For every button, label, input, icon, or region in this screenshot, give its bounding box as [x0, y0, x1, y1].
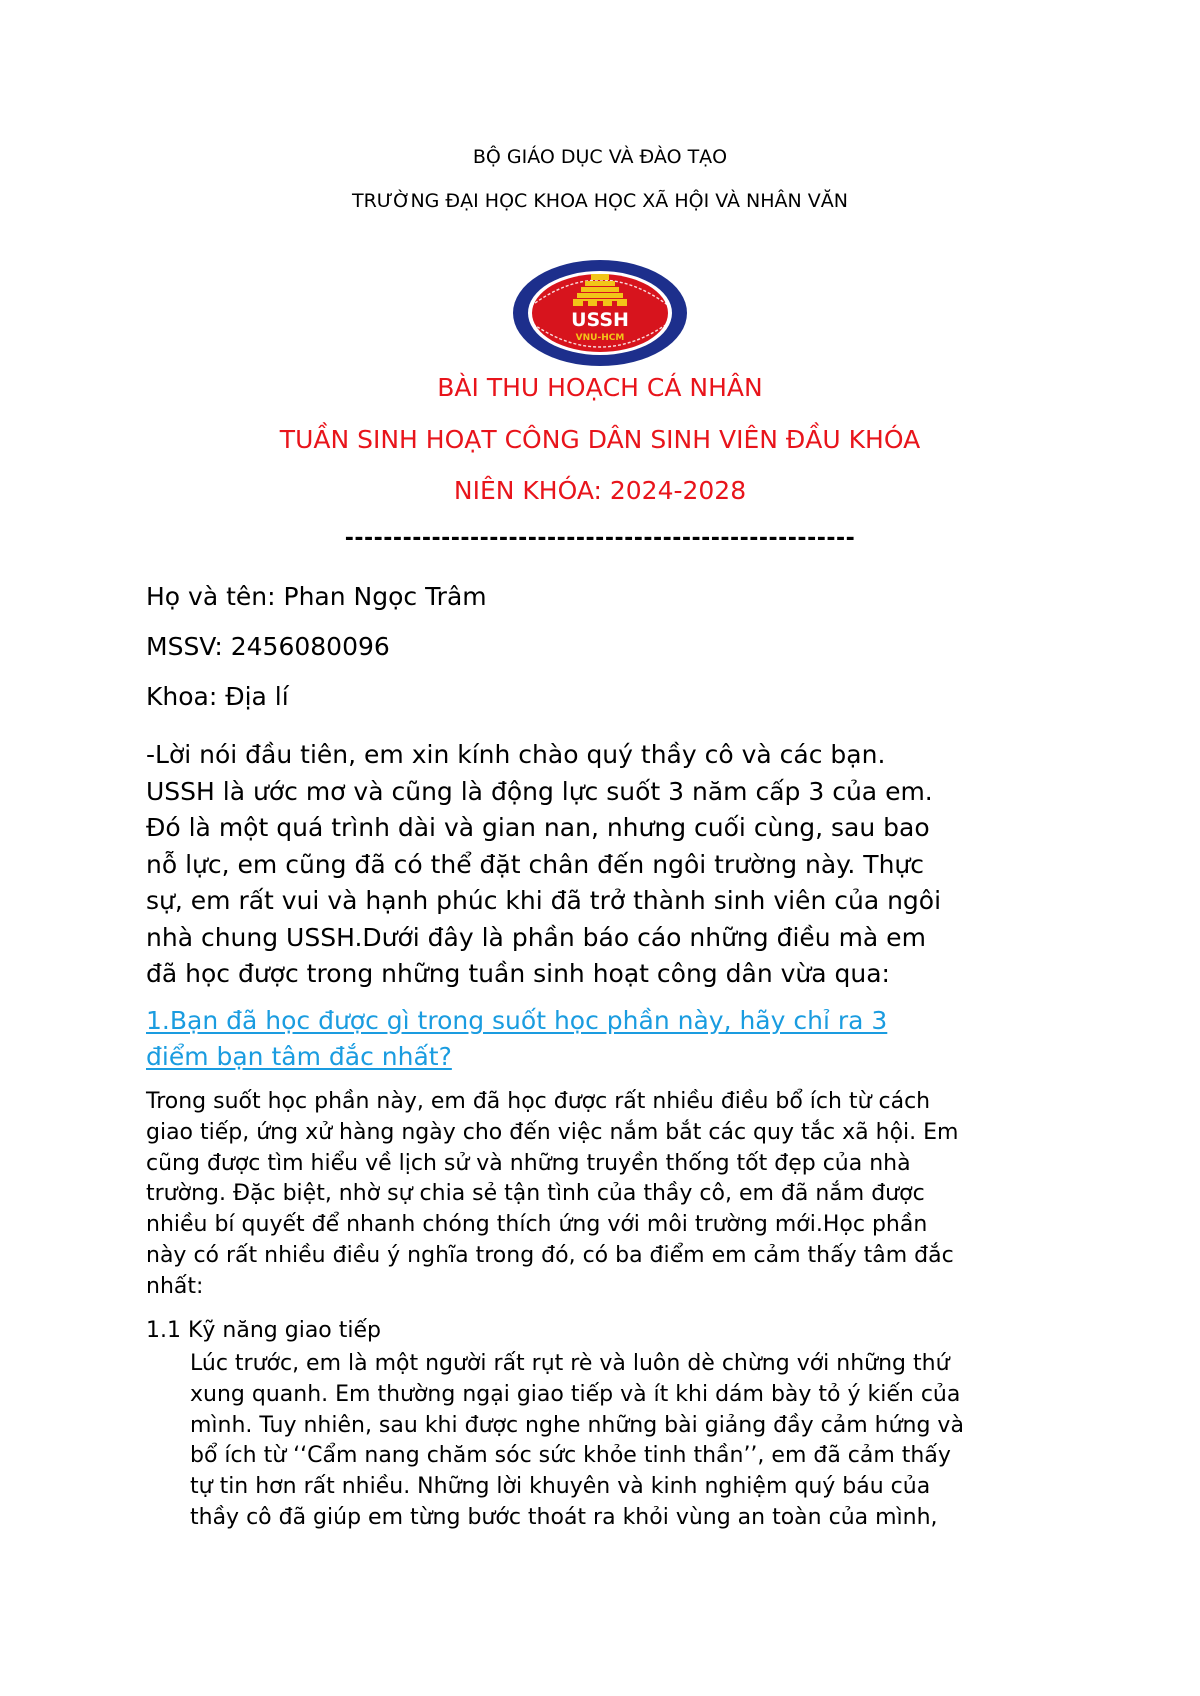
logo-text-main: USSH	[571, 309, 629, 331]
student-name: Họ và tên: Phan Ngọc Trâm	[146, 582, 487, 611]
answer-line: Trong suốt học phần này, em đã học được rất nhiều điều bổ ích từ cách	[146, 1089, 931, 1114]
answer-line: nhất:	[146, 1273, 204, 1299]
report-subtitle: TUẦN SINH HOẠT CÔNG DÂN SINH VIÊN ĐẦU KHÓA	[279, 425, 921, 454]
answer-paragraph	[146, 1087, 1066, 1303]
question-line: điểm bạn tâm đắc nhất?	[146, 1042, 452, 1071]
intro-paragraph	[146, 737, 1066, 993]
ministry-name: BỘ GIÁO DỤC VÀ ĐÀO TẠO	[472, 146, 728, 168]
divider-line: -----------------------------------------------------	[344, 526, 856, 551]
intro-line: Đó là một quá trình dài và gian nan, nhưng cuối cùng, sau bao	[146, 813, 930, 842]
subsection-line: bổ ích từ ‘‘Cẩm nang chăm sóc sức khỏe tinh thần’’, em đã cảm thấy	[190, 1443, 951, 1469]
subsection-title: 1.1 Kỹ năng giao tiếp	[146, 1318, 381, 1343]
logo-text-sub: VNU-HCM	[575, 333, 625, 343]
academic-year: NIÊN KHÓA: 2024-2028	[453, 476, 747, 505]
report-title: BÀI THU HOẠCH CÁ NHÂN	[437, 373, 763, 402]
answer-line: này có rất nhiều điều ý nghĩa trong đó, có ba điểm em cảm thấy tâm đắc	[146, 1242, 954, 1268]
student-id: MSSV: 2456080096	[146, 632, 390, 661]
ussh-logo	[511, 258, 689, 368]
subsection-line: mình. Tuy nhiên, sau khi được nghe những bài giảng đầy cảm hứng và	[190, 1412, 964, 1438]
answer-line: trường. Đặc biệt, nhờ sự chia sẻ tận tình của thầy cô, em đã nắm được	[146, 1181, 925, 1207]
school-name: TRƯỜNG ĐẠI HỌC KHOA HỌC XÃ HỘI VÀ NHÂN VĂN	[351, 190, 848, 212]
subsection-line: tự tin hơn rất nhiều. Những lời khuyên và kinh nghiệm quý báu của	[190, 1474, 931, 1500]
question-heading	[146, 1003, 1026, 1075]
intro-line: -Lời nói đầu tiên, em xin kính chào quý thầy cô và các bạn.	[146, 740, 886, 769]
question-line: 1.Bạn đã học được gì trong suốt học phần này, hãy chỉ ra 3	[146, 1006, 888, 1035]
intro-line: USSH là ước mơ và cũng là động lực suốt 3 năm cấp 3 của em.	[146, 776, 933, 806]
intro-line: nỗ lực, em cũng đã có thể đặt chân đến ngôi trường này. Thực	[146, 849, 925, 879]
answer-line: giao tiếp, ứng xử hàng ngày cho đến việc nắm bắt các quy tắc xã hội. Em	[146, 1119, 959, 1145]
answer-line: nhiều bí quyết để nhanh chóng thích ứng với môi trường mới.Học phần	[146, 1212, 928, 1238]
student-faculty: Khoa: Địa lí	[146, 682, 289, 711]
intro-line: sự, em rất vui và hạnh phúc khi đã trở thành sinh viên của ngôi	[146, 886, 942, 915]
intro-line: đã học được trong những tuần sinh hoạt công dân vừa qua:	[146, 959, 890, 988]
subsection-line: xung quanh. Em thường ngại giao tiếp và ít khi dám bày tỏ ý kiến của	[190, 1381, 961, 1407]
intro-line: nhà chung USSH.Dưới đây là phần báo cáo những điều mà em	[146, 922, 926, 952]
subsection-paragraph	[190, 1349, 1070, 1534]
answer-line: cũng được tìm hiểu về lịch sử và những truyền thống tốt đẹp của nhà	[146, 1150, 911, 1176]
subsection-line: thầy cô đã giúp em từng bước thoát ra khỏi vùng an toàn của mình,	[190, 1504, 938, 1530]
subsection-line: Lúc trước, em là một người rất rụt rè và luôn dè chừng với những thứ	[190, 1351, 950, 1376]
